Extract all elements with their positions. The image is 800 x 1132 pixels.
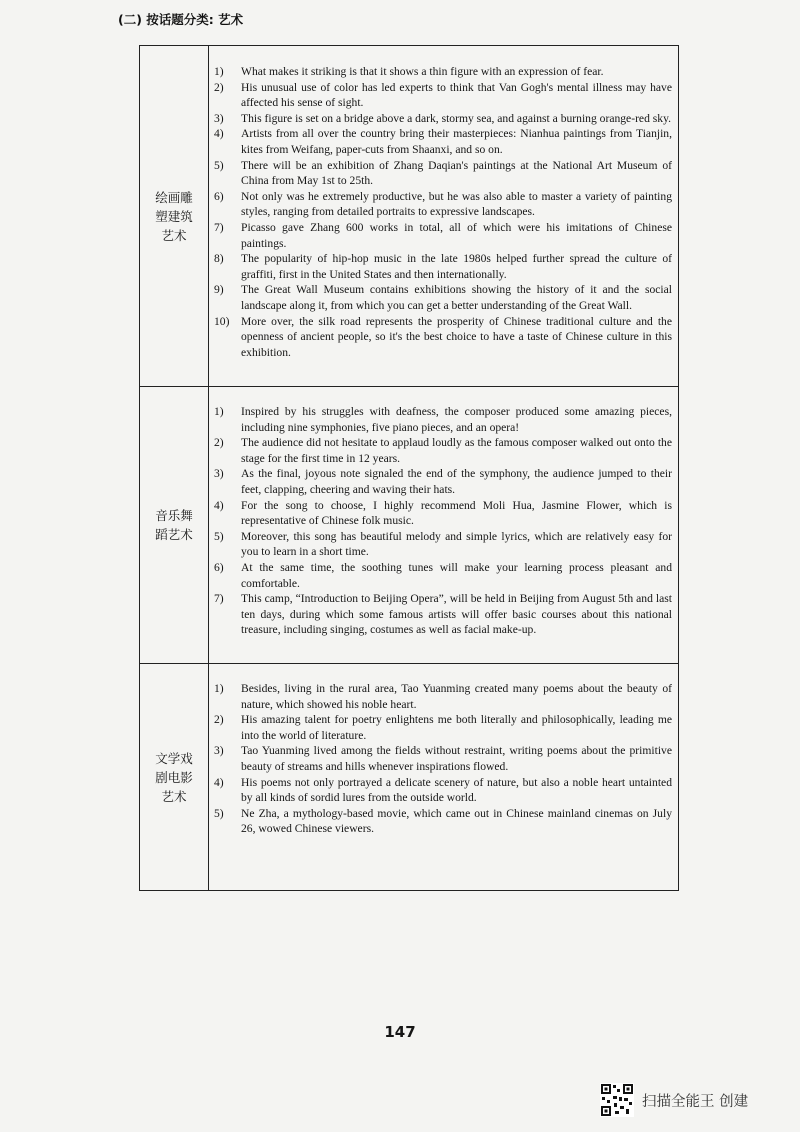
category-cell (140, 46, 209, 386)
item-text: Moreover, this song has beautiful melody and simple lyrics, which are relatively easy for you to learn in a short time. (241, 529, 672, 559)
sentence-list (214, 64, 672, 360)
item-text: This camp, “Introduction to Beijing Opera”, will be held in Beijing from August 5th and last ten days, during which some famous artists will offer basic courses about this national treasure, including singing, costumes as well as facial make-up. (241, 592, 672, 637)
list-item (214, 435, 672, 466)
item-number: 3) (214, 111, 224, 125)
item-text: This figure is set on a bridge above a dark, stormy sea, and against a burning orange-red sky. (241, 111, 672, 125)
table-row-painting (140, 46, 678, 387)
table-row-music (140, 387, 678, 664)
list-item (214, 404, 672, 435)
item-text: The Great Wall Museum contains exhibitions showing the history of it and the social landscape along it, from which you can get a better understanding of the Great Wall. (241, 283, 672, 312)
item-number: 9) (214, 283, 224, 297)
list-item (214, 529, 672, 560)
item-text: What makes it striking is that it shows a thin figure with an expression of fear. (241, 65, 604, 78)
list-item (214, 681, 672, 712)
list-item (214, 712, 672, 743)
item-number: 7) (214, 592, 224, 606)
item-text: His unusual use of color has led experts to think that Van Gogh's mental illness may have affected his sense of sight. (241, 80, 672, 110)
list-item (214, 806, 672, 837)
item-text: Tao Yuanming lived among the fields without restraint, writing poems about the primitive beauty of streams and hills whenever inspirations flowed. (241, 744, 672, 773)
category-label: 绘画雕塑建筑艺术 (155, 189, 193, 243)
item-number: 8) (214, 252, 224, 266)
list-item (214, 251, 672, 282)
category-cell (140, 664, 209, 890)
item-text: Ne Zha, a mythology-based movie, which came out in Chinese mainland cinemas on July 26, wowed Chinese viewers. (241, 806, 672, 836)
item-number: 5) (214, 806, 224, 820)
list-item (214, 111, 672, 127)
item-text: For the song to choose, I highly recommend Moli Hua, Jasmine Flower, which is representative of Chinese folk music. (241, 498, 672, 528)
qr-code-icon (600, 1083, 634, 1117)
list-item (214, 80, 672, 111)
table-row-literature (140, 664, 678, 890)
list-item (214, 743, 672, 774)
item-number: 4) (214, 498, 224, 512)
category-label: 音乐舞蹈艺术 (155, 508, 193, 542)
item-number: 1) (214, 682, 224, 695)
list-item (214, 314, 672, 361)
category-cell (140, 387, 209, 663)
item-number: 1) (214, 65, 224, 78)
item-number: 4) (214, 127, 224, 141)
item-text: Not only was he extremely productive, but he was also able to master a variety of painting styles, ranging from detailed portraits to expressive landscapes. (241, 189, 672, 219)
item-number: 1) (214, 405, 224, 418)
item-number: 7) (214, 220, 224, 234)
list-item (214, 498, 672, 529)
scanner-watermark (600, 1083, 748, 1117)
list-item (214, 591, 672, 638)
item-text: The popularity of hip-hop music in the late 1980s helped further spread the culture of graffiti, first in the United States and then internationally. (241, 252, 672, 281)
item-text: More over, the silk road represents the prosperity of Chinese traditional culture and the openness of ancient people, so it's the best choice to have a taste of Chinese culture in this exhibition. (241, 314, 672, 359)
item-text: The audience did not hesitate to applaud loudly as the famous composer walked out onto the stage for the first time in 12 years. (241, 436, 672, 465)
list-item (214, 282, 672, 313)
item-number: 4) (214, 775, 224, 789)
item-text: Inspired by his struggles with deafness, the composer produced some amazing pieces, including nine symphonies, five piano pieces, and an opera! (241, 405, 672, 434)
item-text: Besides, living in the rural area, Tao Yuanming created many poems about the beauty of nature, which showed his noble heart. (241, 682, 672, 711)
list-item (214, 158, 672, 189)
list-item (214, 126, 672, 157)
list-item (214, 189, 672, 220)
page-number: 147 (384, 1023, 416, 1041)
item-number: 2) (214, 80, 224, 94)
item-text: Picasso gave Zhang 600 works in total, all of which were his imitations of Chinese paintings. (241, 220, 672, 250)
item-number: 3) (214, 467, 224, 481)
list-item (214, 560, 672, 591)
topic-table (139, 45, 679, 891)
item-text: His amazing talent for poetry enlightens me both literally and philosophically, leading me into the world of literature. (241, 713, 672, 742)
item-text: As the final, joyous note signaled the end of the symphony, the audience jumped to their feet, clapping, cheering and waving their hats. (241, 467, 672, 496)
item-number: 5) (214, 158, 224, 172)
item-text: His poems not only portrayed a delicate scenery of nature, but also a noble heart untainted by all kinds of sordid lures from the outside world. (241, 775, 672, 805)
list-item (214, 466, 672, 497)
section-heading: (二) 按话题分类: 艺术 (118, 12, 244, 27)
scanner-app-text: 扫描全能王 创建 (642, 1093, 749, 1110)
sentence-list (214, 681, 672, 837)
item-text: There will be an exhibition of Zhang Daqian's paintings at the National Art Museum of China from May 1st to 25th. (241, 158, 672, 188)
item-number: 10) (214, 314, 230, 328)
list-item (214, 64, 672, 80)
item-number: 6) (214, 560, 224, 574)
list-item (214, 220, 672, 251)
item-number: 3) (214, 744, 224, 758)
list-item (214, 775, 672, 806)
item-text: At the same time, the soothing tunes will make your learning process pleasant and comfortable. (241, 560, 672, 590)
item-text: Artists from all over the country bring their masterpieces: Nianhua paintings from Tianjin, kites from Weifang, paper-cuts from Shaanxi, and so on. (241, 127, 672, 156)
item-number: 2) (214, 436, 224, 450)
category-label: 文学戏剧电影艺术 (155, 750, 193, 804)
item-number: 2) (214, 713, 224, 727)
item-number: 5) (214, 529, 224, 543)
sentence-list (214, 404, 672, 638)
item-number: 6) (214, 189, 224, 203)
